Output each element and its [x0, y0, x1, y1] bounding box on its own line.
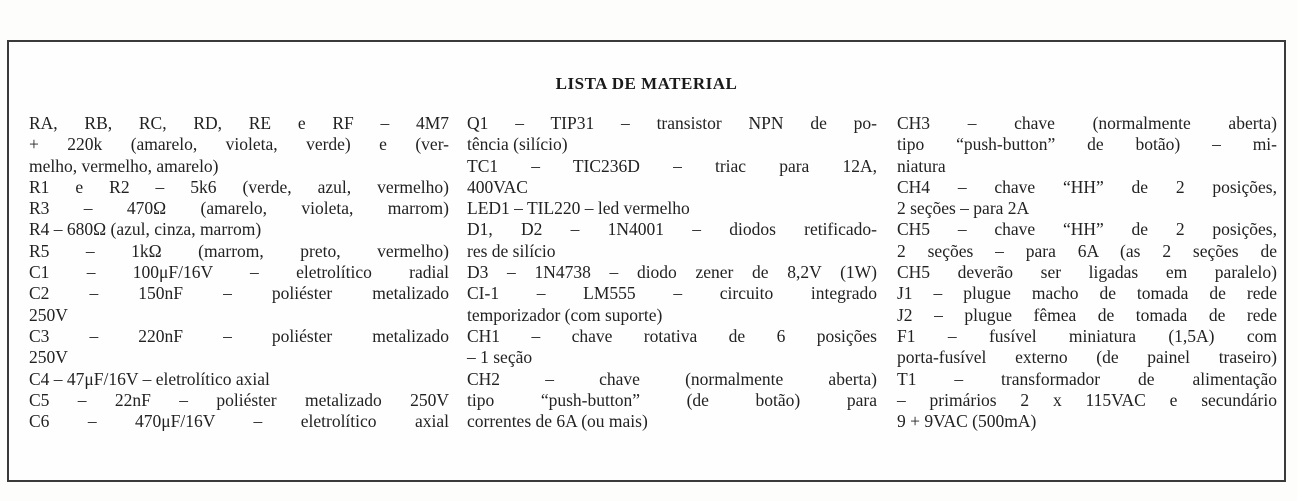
material-line: CH2 – chave (normalmente aberta): [467, 368, 877, 389]
material-line: T1 – transformador de alimentação: [897, 368, 1277, 389]
material-line: D1, D2 – 1N4001 – diodos retificado-: [467, 219, 877, 240]
material-line: C2 – 150nF – poliéster metalizado: [29, 283, 449, 304]
material-line: C5 – 22nF – poliéster metalizado 250V: [29, 389, 449, 410]
material-line: – 1 seção: [467, 347, 533, 368]
material-line: Q1 – TIP31 – transistor NPN de po-: [467, 113, 877, 133]
material-line: niatura: [897, 155, 946, 176]
material-line: TC1 – TIC236D – triac para 12A,: [467, 155, 877, 176]
material-column-1: [29, 113, 449, 432]
list-title: LISTA DE MATERIAL: [555, 74, 738, 93]
material-line: F1 – fusível miniatura (1,5A) com: [897, 325, 1277, 346]
material-line: CH4 – chave “HH” de 2 posições,: [897, 176, 1277, 197]
material-line: C3 – 220nF – poliéster metalizado: [29, 325, 449, 346]
material-line: LED1 – TIL220 – led vermelho: [467, 198, 690, 219]
material-line: 9 + 9VAC (500mA): [897, 411, 1037, 432]
material-line: D3 – 1N4738 – diodo zener de 8,2V (1W): [467, 262, 877, 283]
material-line: J2 – plugue fêmea de tomada de rede: [897, 304, 1277, 325]
material-list-box: [7, 40, 1286, 482]
material-line: 2 seções – para 6A (as 2 seções de: [897, 240, 1277, 261]
material-line: R1 e R2 – 5k6 (verde, azul, vermelho): [29, 176, 449, 197]
material-line: 250V: [29, 304, 68, 325]
material-line: tência (silício): [467, 134, 568, 155]
material-line: C6 – 470μF/16V – eletrolítico axial: [29, 411, 449, 432]
material-line: CI-1 – LM555 – circuito integrado: [467, 283, 877, 304]
material-line: porta-fusível externo (de painel traseiro): [897, 347, 1277, 368]
material-column-3: [897, 113, 1277, 432]
material-line: CH1 – chave rotativa de 6 posições: [467, 325, 877, 346]
material-line: correntes de 6A (ou mais): [467, 411, 648, 432]
material-line: C1 – 100μF/16V – eletrolítico radial: [29, 262, 449, 283]
material-line: J1 – plugue macho de tomada de rede: [897, 283, 1277, 304]
material-line: + 220k (amarelo, violeta, verde) e (ver-: [29, 134, 449, 155]
material-line: CH5 deverão ser ligadas em paralelo): [897, 262, 1277, 283]
material-line: 400VAC: [467, 176, 528, 197]
material-line: 250V: [29, 347, 68, 368]
material-line: res de silício: [467, 240, 556, 261]
material-line: C4 – 47μF/16V – eletrolítico axial: [29, 368, 270, 389]
material-line: tipo “push-button” de botão) – mi-: [897, 134, 1277, 155]
material-line: R3 – 470Ω (amarelo, violeta, marrom): [29, 198, 449, 219]
material-line: R4 – 680Ω (azul, cinza, marrom): [29, 219, 262, 240]
material-line: temporizador (com suporte): [467, 304, 663, 325]
material-line: R5 – 1kΩ (marrom, preto, vermelho): [29, 240, 449, 261]
material-column-2: [467, 113, 877, 432]
material-line: CH3 – chave (normalmente aberta): [897, 113, 1277, 133]
material-line: melho, vermelho, amarelo): [29, 155, 219, 176]
material-line: RA, RB, RC, RD, RE e RF – 4M7: [29, 113, 449, 133]
material-line: 2 seções – para 2A: [897, 198, 1030, 219]
material-line: CH5 – chave “HH” de 2 posições,: [897, 219, 1277, 240]
material-line: tipo “push-button” (de botão) para: [467, 389, 877, 410]
material-line: – primários 2 x 115VAC e secundário: [897, 389, 1277, 410]
